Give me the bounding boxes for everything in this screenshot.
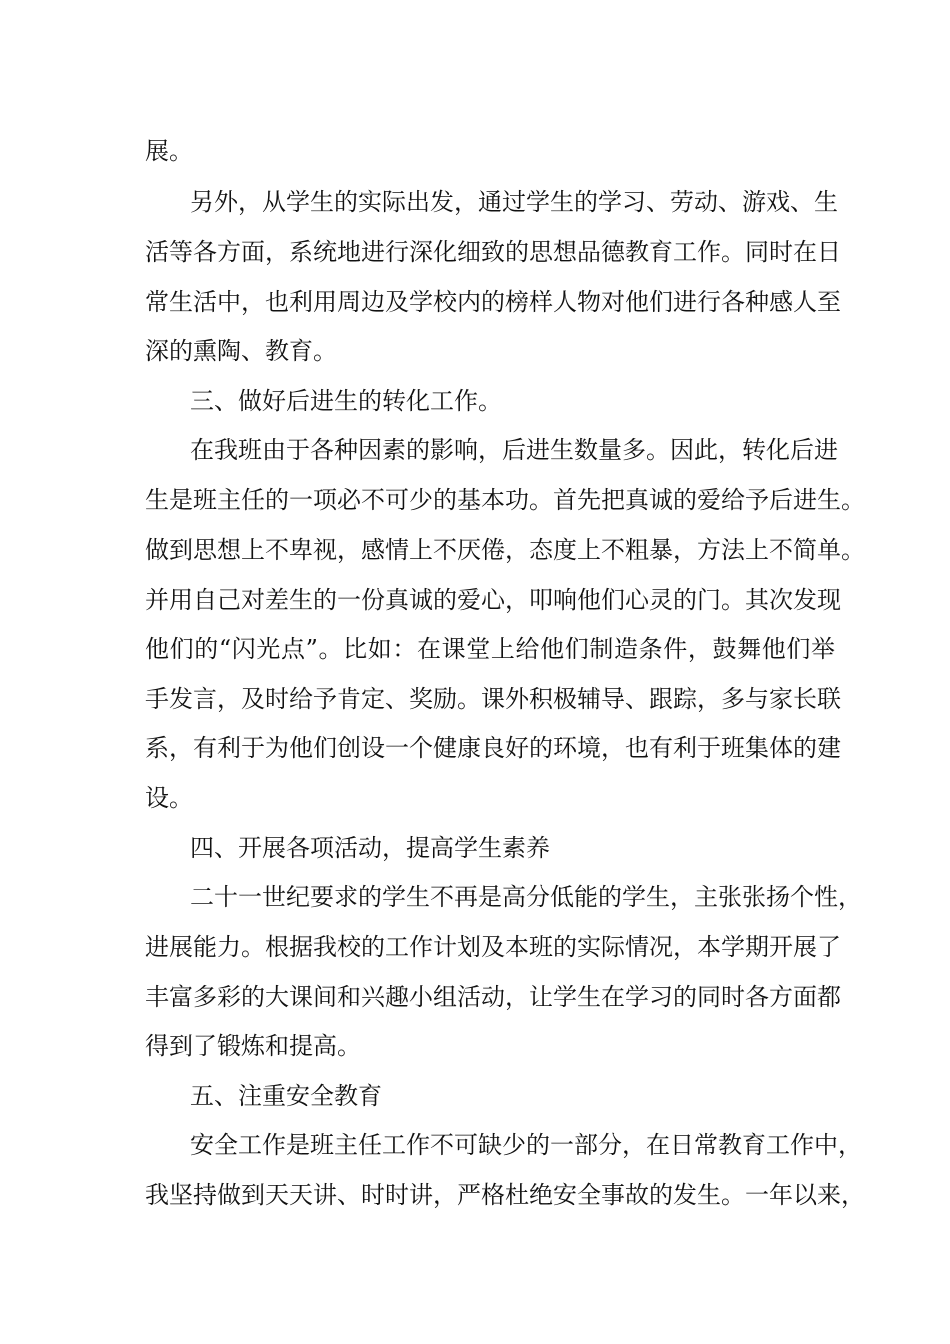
paragraph-line: 进展能力。根据我校的工作计划及本班的实际情况，本学期开展了: [145, 933, 841, 961]
paragraph-line: 另外，从学生的实际出发，通过学生的学习、劳动、游戏、生: [190, 188, 838, 216]
section-heading: 四、开展各项活动，提高学生素养: [190, 834, 550, 862]
section-heading: 五、注重安全教育: [190, 1082, 382, 1110]
paragraph-line: 做到思想上不卑视，感情上不厌倦，态度上不粗暴，方法上不简单。: [145, 536, 865, 564]
paragraph-line: 深的熏陶、教育。: [145, 337, 337, 365]
section-heading: 三、做好后进生的转化工作。: [190, 387, 502, 415]
paragraph-line: 二十一世纪要求的学生不再是高分低能的学生，主张张扬个性，: [190, 883, 862, 911]
paragraph-line: 设。: [145, 784, 193, 812]
paragraph-line: 他们的“闪光点”。比如：在课堂上给他们制造条件，鼓舞他们举: [145, 635, 835, 663]
paragraph-line: 在我班由于各种因素的影响，后进生数量多。因此，转化后进: [190, 436, 838, 464]
paragraph-line: 常生活中，也利用周边及学校内的榜样人物对他们进行各种感人至: [145, 288, 841, 316]
paragraph-line: 手发言，及时给予肯定、奖励。课外积极辅导、跟踪，多与家长联: [145, 685, 841, 713]
paragraph-line: 并用自己对差生的一份真诚的爱心，叩响他们心灵的门。其次发现: [145, 586, 841, 614]
paragraph-line: 生是班主任的一项必不可少的基本功。首先把真诚的爱给予后进生。: [145, 486, 865, 514]
paragraph-line: 活等各方面，系统地进行深化细致的思想品德教育工作。同时在日: [145, 238, 841, 266]
paragraph-line: 展。: [145, 137, 193, 165]
paragraph-line: 得到了锻炼和提高。: [145, 1032, 361, 1060]
paragraph-line: 系，有利于为他们创设一个健康良好的环境，也有利于班集体的建: [145, 734, 841, 762]
paragraph-line: 丰富多彩的大课间和兴趣小组活动，让学生在学习的同时各方面都: [145, 983, 841, 1011]
paragraph-line: 我坚持做到天天讲、时时讲，严格杜绝安全事故的发生。一年以来，: [145, 1181, 865, 1209]
paragraph-line: 安全工作是班主任工作不可缺少的一部分，在日常教育工作中，: [190, 1131, 862, 1159]
